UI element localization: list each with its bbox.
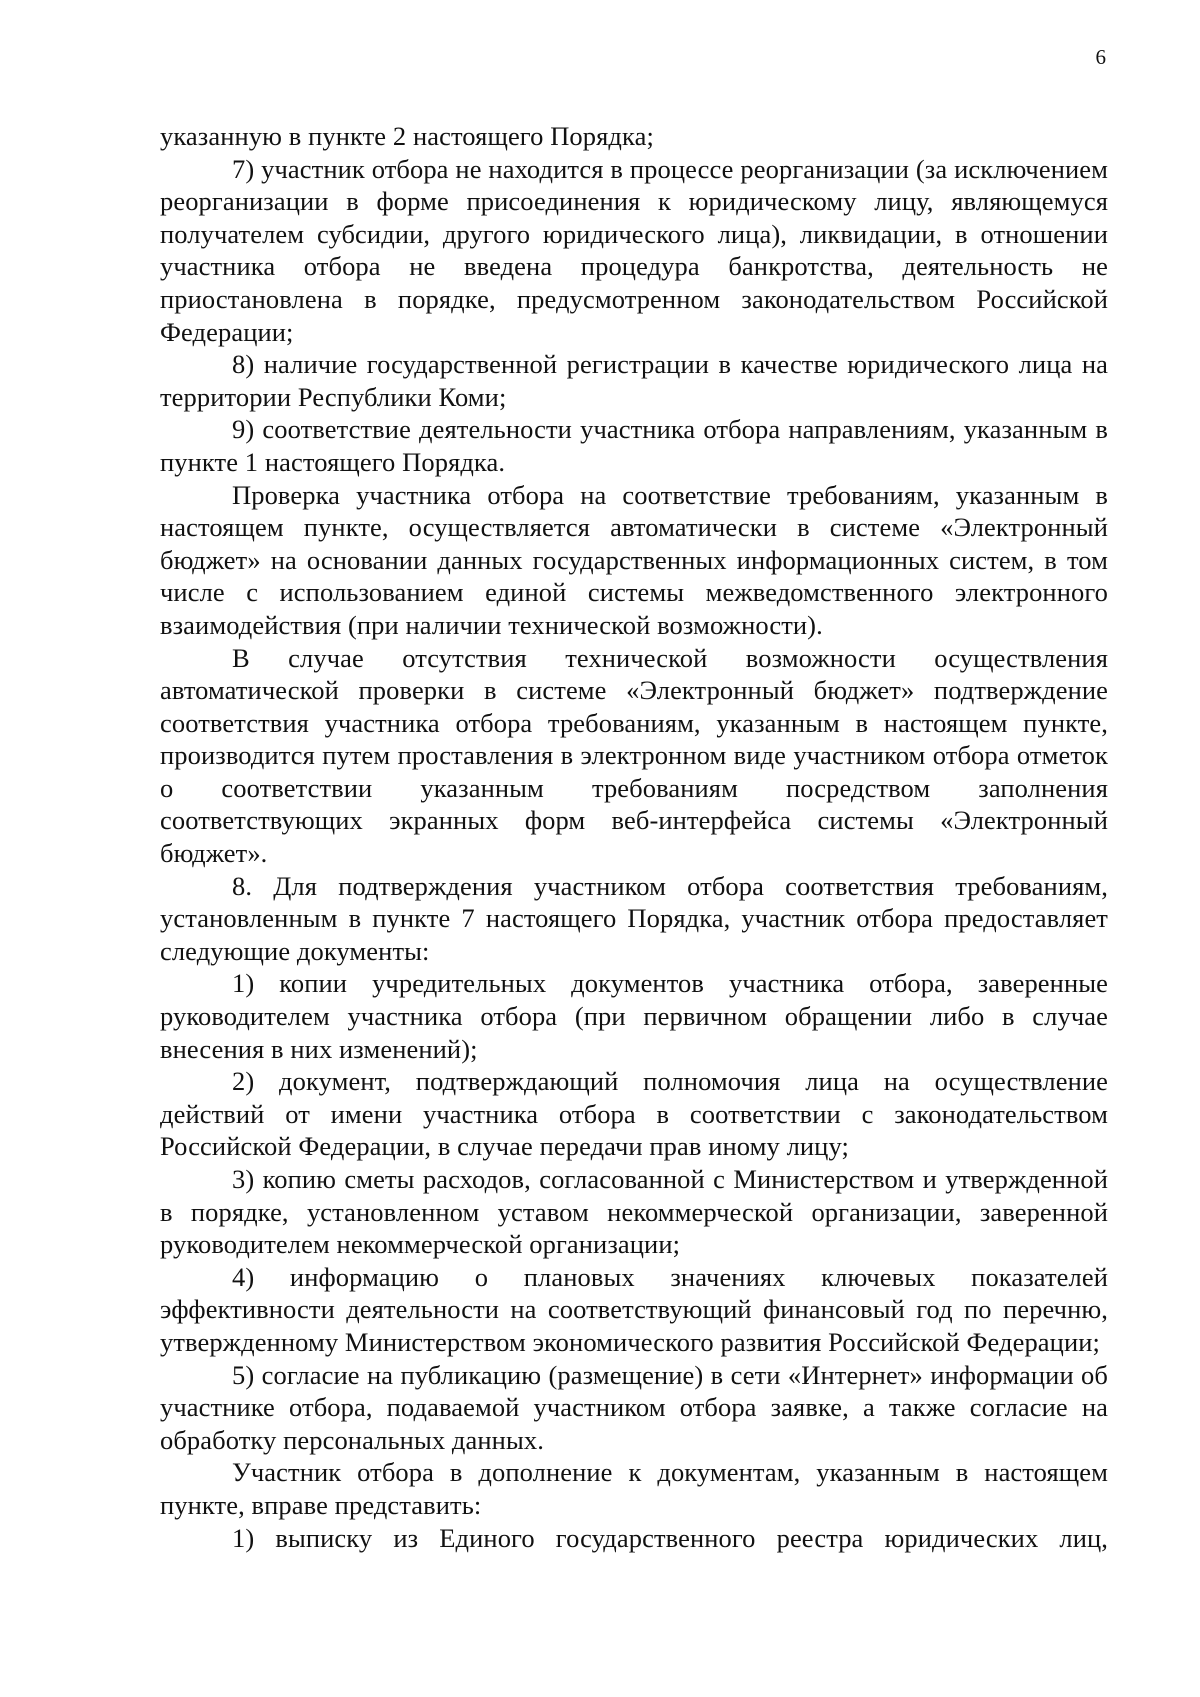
paragraph-manual-check: В случае отсутствия технической возможности осуществления автоматической проверки в системе «Электронный бюджет» подтверждение соответствия участника отбора требованиям, указанным в настоящем пункте, производится путем проставления в электронном виде участником отбора отметок о соответствии указанным требованиям посредством заполнения соответствующих экранных форм веб-интерфейса системы «Электронный бюджет». <box>160 642 1108 869</box>
paragraph-doc-5: 5) согласие на публикацию (размещение) в сети «Интернет» информации об участнике отбора, подаваемой участником отбора заявке, а также согласие на обработку персональных данных. <box>160 1359 1108 1455</box>
paragraph-item-7: 7) участник отбора не находится в процессе реорганизации (за исключением реорганизации в форме присоединения к юридическому лицу, являющемуся получателем субсидии, другого юридического лица), ликвидации, в отношении участника отбора не введена процедура банкротства, деятельность не приостановлена в порядке, предусмотренном законодательством Российской Федерации; <box>160 153 1108 347</box>
paragraph-continuation: указанную в пункте 2 настоящего Порядка; <box>160 121 654 151</box>
paragraph-item-8: 8) наличие государственной регистрации в качестве юридического лица на территории Республики Коми; <box>160 349 1108 412</box>
paragraph-automatic-check: Проверка участника отбора на соответствие требованиям, указанным в настоящем пункте, осуществляется автоматически в системе «Электронный бюджет» на основании данных государственных информационных систем, в том числе с использованием единой системы межведомственного электронного взаимодействия (при наличии технической возможности). <box>160 479 1108 640</box>
paragraph-item-9: 9) соответствие деятельности участника отбора направлениям, указанным в пункте 1 настоящего Порядка. <box>160 414 1108 477</box>
paragraph-doc-2: 2) документ, подтверждающий полномочия лица на осуществление действий от имени участника отбора в соответствии с законодательством Российской Федерации, в случае передачи прав иному лицу; <box>160 1066 1108 1162</box>
document-body <box>160 120 1108 1554</box>
paragraph-optional-docs: Участник отбора в дополнение к документам, указанным в настоящем пункте, вправе представить: <box>160 1457 1108 1520</box>
paragraph-section-8: 8. Для подтверждения участником отбора соответствия требованиям, установленным в пункте 7 настоящего Порядка, участник отбора предоставляет следующие документы: <box>160 870 1108 966</box>
paragraph-doc-4: 4) информацию о плановых значениях ключевых показателей эффективности деятельности на соответствующий финансовый год по перечню, утвержденному Министерством экономического развития Российской Федерации; <box>160 1261 1108 1357</box>
paragraph-optional-doc-1: 1) выписку из Единого государственного реестра юридических лиц, <box>232 1522 1108 1553</box>
paragraph-doc-1: 1) копии учредительных документов участника отбора, заверенные руководителем участника отбора (при первичном обращении либо в случае внесения в них изменений); <box>160 968 1108 1064</box>
page-number: 6 <box>1095 45 1106 69</box>
paragraph-doc-3: 3) копию сметы расходов, согласованной с Министерством и утвержденной в порядке, установленном уставом некоммерческой организации, заверенной руководителем некоммерческой организации; <box>160 1164 1108 1260</box>
